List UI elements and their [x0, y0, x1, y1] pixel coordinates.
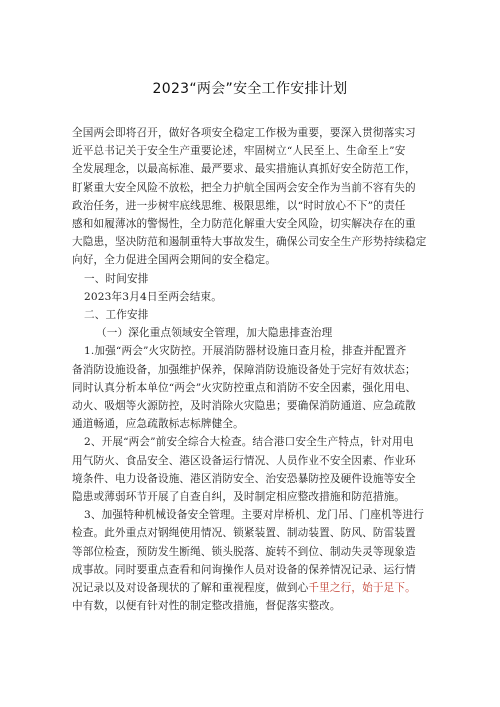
paragraph-line: 等部位检查，预防发生断绳、锁头脱落、旋转不到位、制动失灵等现象造: [72, 545, 416, 558]
paragraph-line: 通道畅通，应急疏散标志标牌健全。: [72, 418, 244, 431]
paragraph-line: 向好，全力促进全国两会期间的安全稳定。: [72, 254, 277, 267]
paragraph-line: 隐患或薄弱环节开展了自查自纠，及时制定相应整改措施和防范措施。: [72, 491, 406, 504]
paragraph-line: 盯紧重大安全风险不放松，把全力护航全国两会安全作为当前不容有失的: [72, 181, 416, 194]
paragraph-line: 成事故。同时要重点查看和问询操作人员对设备的保养情况记录、运行情: [72, 563, 416, 576]
paragraph-line: 感和如履薄冰的警惕性，全力防范化解重大安全风险，切实解决存在的重: [72, 218, 416, 231]
paragraph-line: 用气防火、食品安全、港区设备运行情况、人员作业不安全因素、作业环: [72, 454, 416, 467]
paragraph-line: 全发展理念，以最高标准、最严要求、最实措施认真抓好安全防范工作，: [72, 163, 416, 176]
paragraph-line: 大隐患，坚决防范和遏制重特大事故发生，确保公司安全生产形势持续稳定: [72, 236, 427, 249]
paragraph-line: 动火、吸烟等火源防控，及时消除火灾隐患；要确保消防通道、应急疏散: [72, 400, 416, 413]
highlighted-phrase: 千里之行，始于足下。: [308, 582, 416, 595]
section-heading: 一、时间安排: [84, 272, 149, 285]
section-heading: 二、工作安排: [84, 309, 149, 322]
document-title: 2023“两会”安全工作安排计划: [152, 81, 348, 97]
paragraph-line: 境条件、电力设备设施、港区消防安全、治安恐暴防控及硬件设施等安全: [72, 472, 416, 485]
paragraph-line: 全国两会即将召开，做好各项安全稳定工作极为重要，要深入贯彻落实习: [72, 127, 416, 139]
paragraph-line: 2、开展“两会”前安全综合大检查。结合港口安全生产特点，针对用电: [84, 436, 414, 449]
paragraph-line: 3、加强特种机械设备安全管理。主要对岸桥机、龙门吊、门座机等进行: [84, 509, 424, 522]
paragraph-line: 2023年3月4日至两会结束。: [84, 290, 223, 303]
paragraph-line: 近平总书记关于安全生产重要论述，牢固树立“人民至上、生命至上”安: [72, 145, 406, 158]
document-body: [72, 124, 432, 615]
paragraph-line: 中有数，以便有针对性的制定整改措施，督促落实整改。: [72, 600, 341, 613]
paragraph-line: 检查。此外重点对钢绳使用情况、锁紧装置、制动装置、防风、防雷装置: [72, 527, 416, 540]
paragraph-line: 同时认真分析本单位“两会”火灾防控重点和消防不安全因素，强化用电、: [72, 381, 417, 394]
paragraph-line: 政治任务，进一步树牢底线思维、极限思维，以“时时放心不下”的责任: [72, 199, 406, 212]
paragraph-line: 1.加强“两会”火灾防控。开展消防器材设施日查月检，排查并配置齐: [84, 345, 407, 358]
paragraph-line-with-highlight: [72, 579, 432, 597]
subsection-heading: （一）深化重点领域安全管理，加大隐患排查治理: [96, 327, 333, 340]
paragraph-text: 况记录以及对设备现状的了解和重视程度，做到心: [72, 582, 309, 595]
paragraph-line: 备消防设施设备，加强维护保养，保障消防设施设备处于完好有效状态；: [72, 363, 416, 376]
